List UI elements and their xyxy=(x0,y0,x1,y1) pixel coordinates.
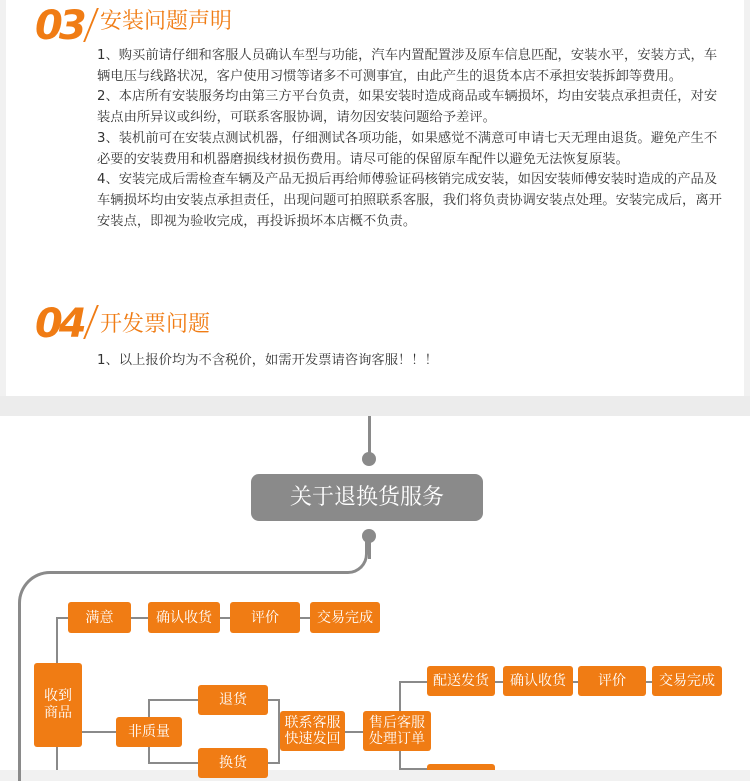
connector xyxy=(300,617,310,619)
connector xyxy=(220,617,230,619)
install-paragraph-1: 1、购买前请仔细和客服人员确认车型与功能，汽车内置配置涉及原车信息匹配，安装水平，安装方式，车辆电压与线路状况，客户使用习惯等诸多不可测事宜，由此产生的退货本店不承担安装拆卸等费用。 xyxy=(97,48,718,84)
flow-title-badge: 关于退换货服务 xyxy=(251,474,483,521)
received-goods-box: 收到 商品 xyxy=(34,663,82,747)
section-title-install: 安装问题声明 xyxy=(100,9,233,34)
invoice-paragraph-1: 1、以上报价均为不含税价，如需开发票请咨询客服！！！ xyxy=(97,353,438,368)
connector xyxy=(148,762,198,764)
connector xyxy=(368,416,371,454)
confirm-receipt-box: 确认收货 xyxy=(148,602,220,633)
install-paragraph-4: 4、安装完成后需检查车辆及产品无损后再给师傅验证码核销完成安装，如因安装师傅安装时造成的产品及车辆损坏均由安装点承担责任，出现问题可拍照联系客服，我们将负责协调安装点处理。安装完成后，离开安装点，即视为验收完成，再投诉损坏本店概不负责。 xyxy=(97,172,722,229)
non-quality-box: 非质量 xyxy=(116,717,182,747)
deal-done-box: 交易完成 xyxy=(310,602,380,633)
connector xyxy=(495,681,503,683)
connector xyxy=(148,744,150,764)
satisfied-box: 满意 xyxy=(68,602,131,633)
connector xyxy=(148,699,150,719)
connector xyxy=(368,541,371,559)
section-number-03: 03 xyxy=(35,3,83,49)
connector xyxy=(345,731,363,733)
ship-box: 配送发货 xyxy=(427,666,495,696)
deal-done-box-2: 交易完成 xyxy=(652,666,722,696)
install-paragraph-3: 3、装机前可在安装点测试机器，仔细测试各项功能，如果感觉不满意可申请七天无理由退货。避免产生不必要的安装费用和机器磨损线材损伤费用。请尽可能的保留原车配件以避免无法恢复原装。 xyxy=(97,130,718,167)
section-gap xyxy=(0,396,750,416)
connector xyxy=(399,681,427,683)
confirm-receipt-box-2: 确认收货 xyxy=(503,666,573,696)
connector xyxy=(82,731,116,733)
connector xyxy=(131,617,148,619)
connector xyxy=(56,617,58,663)
section-install-body xyxy=(97,46,723,232)
connector xyxy=(268,699,278,701)
section-number-04: 04 xyxy=(35,301,83,347)
aftersale-box: 售后客服 处理订单 xyxy=(363,711,431,751)
contact-cs-box: 联系客服 快速发回 xyxy=(280,711,345,751)
install-paragraph-2: 2、本店所有安装服务均由第三方平台负责，如果安装时造成商品或车辆损坏，均由安装点承担责任，对安装点由所异议或纠纷，可联系客服协调，请勿因安装问题给予差评。 xyxy=(97,89,718,126)
connector xyxy=(268,762,280,764)
connector xyxy=(148,699,198,701)
exchange-box: 换货 xyxy=(198,748,268,778)
review-box-2: 评价 xyxy=(578,666,646,696)
connector xyxy=(56,745,58,770)
section-invoice-body xyxy=(97,351,723,372)
return-box: 退货 xyxy=(198,685,268,715)
review-box: 评价 xyxy=(230,602,300,633)
connector-dot xyxy=(362,452,376,466)
next-step-box xyxy=(427,764,495,770)
section-title-invoice: 开发票问题 xyxy=(100,312,211,337)
